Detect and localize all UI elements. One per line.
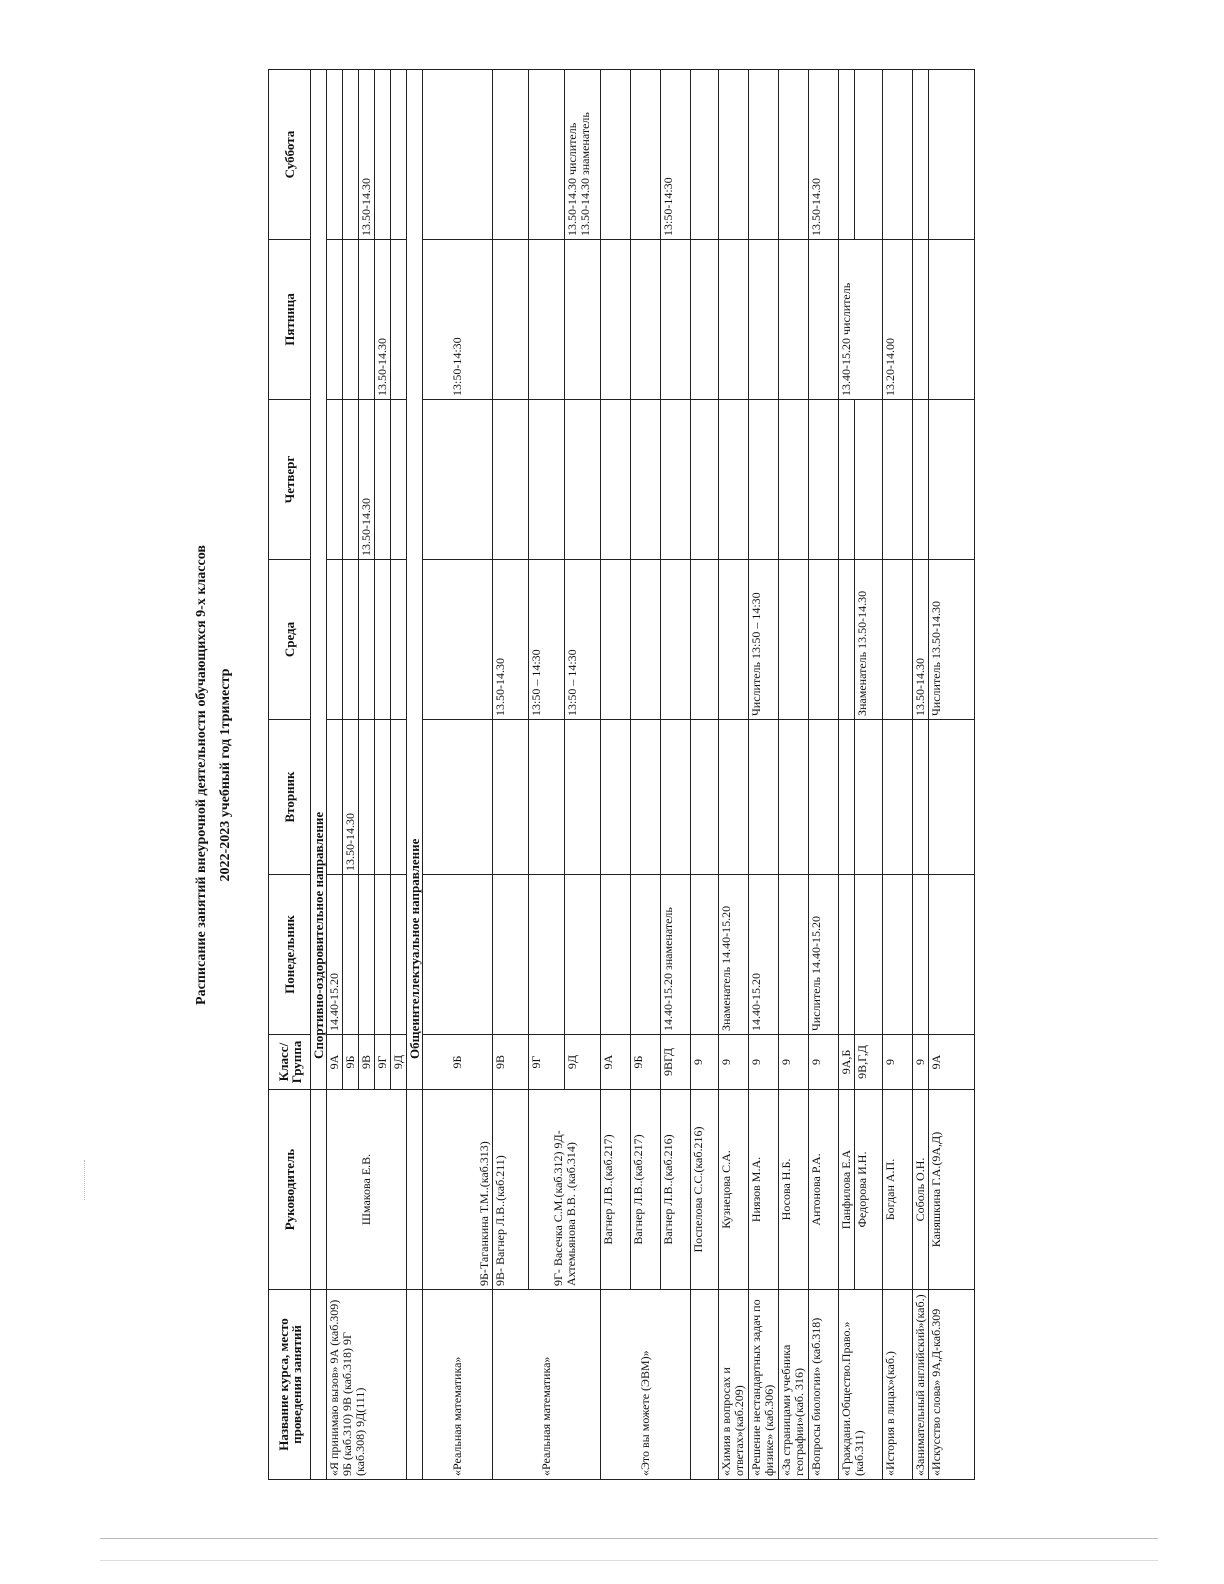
- table-row: [779, 70, 809, 1480]
- time-cell: Знаменатель 14.40-15.20: [719, 875, 749, 1035]
- table-row: [883, 70, 913, 1480]
- course-cell: «За страницами учебника географии»(каб. 316): [779, 1290, 809, 1480]
- leader-cell: Ниязов М.А.: [749, 1090, 779, 1290]
- header-row: [269, 70, 311, 1480]
- table-row: [839, 70, 855, 1480]
- col-sat: Суббота: [269, 70, 311, 240]
- table-row: [749, 70, 779, 1480]
- course-cell: «Это вы можете (ЭВМ)»: [601, 1290, 691, 1480]
- course-cell: «Химия в вопросах и ответах»(каб.209): [719, 1290, 749, 1480]
- class-cell: 9: [719, 1035, 749, 1090]
- class-cell: 9А: [929, 1035, 975, 1090]
- course-cell: «Граждани.Общество.Право.» (каб.311): [839, 1290, 883, 1480]
- time-cell: 13.50-14.30: [493, 560, 529, 720]
- col-mon: Понедельник: [269, 875, 311, 1035]
- table-row: [809, 70, 839, 1480]
- time-cell: 14.40-15.20: [749, 875, 779, 1035]
- course-cell: «Искусство слова» 9А,Д-каб.309: [929, 1290, 975, 1480]
- class-cell: 9: [691, 1035, 719, 1090]
- schedule-table: [268, 69, 975, 1480]
- leader-cell: Вагнер Л.В..(каб.216): [661, 1090, 691, 1290]
- table-row: [327, 70, 343, 1480]
- time-cell: 13.40-15.20 числитель: [839, 240, 883, 400]
- col-class: Класс/ Группа: [269, 1035, 311, 1090]
- leader-cell: 9В- Вагнер Л.В..(каб.211): [493, 1090, 529, 1290]
- col-leader: Руководитель: [269, 1090, 311, 1290]
- table-row: [493, 70, 529, 1480]
- class-cell: 9: [779, 1035, 809, 1090]
- class-cell: 9Б: [631, 1035, 661, 1090]
- time-cell: 13.50-14.30: [343, 720, 359, 875]
- time-cell: 13.50-14.30: [359, 400, 375, 560]
- class-cell: 9Г: [375, 1035, 391, 1090]
- course-cell: «Занимательный английский»(каб.): [913, 1290, 929, 1480]
- leader-cell: 9Б-Таганкина Т.М..(каб.313): [423, 1090, 493, 1290]
- time-cell: 13:50-14:30: [423, 240, 493, 400]
- class-cell: 9Б: [423, 1035, 493, 1090]
- sat-split: [565, 70, 601, 240]
- class-cell: 9В: [359, 1035, 375, 1090]
- course-cell: «Я принимаю вызов» 9А (каб.309) 9Б (каб.310) 9В (каб.318) 9Г (каб.308) 9Д(111): [327, 1290, 407, 1480]
- class-cell: 9А,Б: [839, 1035, 855, 1090]
- class-cell: 9: [749, 1035, 779, 1090]
- class-cell: 9: [913, 1035, 929, 1090]
- col-course: Название курса, место проведения занятий: [269, 1290, 311, 1480]
- class-cell: 9Д: [391, 1035, 407, 1090]
- time-cell: Числитель 13.50-14.30: [929, 560, 975, 720]
- leader-cell: Вагнер Л.В..(каб.217): [631, 1090, 661, 1290]
- col-thu: Четверг: [269, 400, 311, 560]
- class-cell: 9В: [493, 1035, 529, 1090]
- time-cell: Числитель 13:50 – 14:30: [749, 560, 779, 720]
- leader-cell: Каняшкина Г.А.(9А,Д): [929, 1090, 975, 1290]
- leader-cell: Соболь О.Н.: [913, 1090, 929, 1290]
- time-cell: 14.40-15.20: [327, 875, 343, 1035]
- class-cell: 9: [809, 1035, 839, 1090]
- leader-cell: Федорова И.Н.: [855, 1090, 883, 1290]
- course-cell: «Вопросы биологии» (каб.318): [809, 1290, 839, 1480]
- time-cell: 13:50 – 14:30: [529, 560, 565, 720]
- scan-edge-line: [100, 1538, 1158, 1539]
- time-cell: 13.50-14.30 знаменатель: [578, 112, 592, 236]
- leader-cell: Панфилова Е.А: [839, 1090, 855, 1290]
- time-cell: 13.50-14.30: [375, 240, 391, 400]
- class-cell: 9Д: [565, 1035, 601, 1090]
- time-cell: 14.40-15.20 знаменатель: [661, 875, 691, 1035]
- table-row: [631, 70, 661, 1480]
- table-row: [423, 70, 493, 1480]
- leader-cell: Вагнер Л.В..(каб.217): [601, 1090, 631, 1290]
- section-intellect: Общеинтеллектуальное направление: [407, 70, 423, 1090]
- table-row: [601, 70, 631, 1480]
- time-cell: 13:50 – 14:30: [565, 560, 601, 720]
- class-cell: 9В,Г,Д: [855, 1035, 883, 1090]
- time-cell: Числитель 14.40-15.20: [809, 875, 839, 1035]
- scan-mark: [84, 1160, 87, 1200]
- document-subtitle: 2022-2023 учебный год 1триместр: [218, 668, 233, 882]
- course-cell: «Реальная математика»: [423, 1290, 493, 1480]
- table-row: [691, 70, 719, 1480]
- time-cell: 13.50-14.30: [359, 70, 375, 240]
- class-cell: 9Г: [529, 1035, 565, 1090]
- time-cell: 13.50-14.30: [809, 70, 839, 240]
- section-sport: Спортивно-оздоровительное направление: [311, 70, 327, 1090]
- col-fri: Пятница: [269, 240, 311, 400]
- class-cell: 9А: [601, 1035, 631, 1090]
- class-cell: 9Б: [343, 1035, 359, 1090]
- time-cell: Знаменатель 13.50-14.30: [855, 560, 883, 720]
- section-row: [407, 70, 423, 1480]
- leader-cell: Носова Н.Б.: [779, 1090, 809, 1290]
- course-cell: «История в лицах»(каб.): [883, 1290, 913, 1480]
- leader-cell: 9Г- Васечка С.М.(каб.312) 9Д- Ахтемьянова В.В. .(каб.314): [529, 1090, 601, 1290]
- scan-edge-line: [100, 1560, 1158, 1561]
- class-cell: 9ВГД: [661, 1035, 691, 1090]
- time-cell: 13.50-14.30: [913, 560, 929, 720]
- col-wed: Среда: [269, 560, 311, 720]
- table-row: [913, 70, 929, 1480]
- leader-cell: Шмакова Е.В.: [327, 1090, 407, 1290]
- table-row: [529, 70, 565, 1480]
- section-row: [311, 70, 327, 1480]
- table-row: [929, 70, 975, 1480]
- time-cell: 13:50-14:30: [661, 70, 691, 240]
- time-cell: 13.50-14.30 числитель: [565, 122, 579, 236]
- rotated-page: [163, 50, 1078, 1500]
- table-row: [661, 70, 691, 1480]
- table-row: [719, 70, 749, 1480]
- leader-cell: Кузнецова С.А.: [719, 1090, 749, 1290]
- class-cell: 9А: [327, 1035, 343, 1090]
- class-cell: 9: [883, 1035, 913, 1090]
- document-title: Расписание занятий внеурочной деятельности обучающихся 9-х классов: [194, 545, 209, 1005]
- time-cell: 13.20-14.00: [883, 240, 913, 400]
- col-tue: Вторник: [269, 720, 311, 875]
- course-cell: «Решение нестандартных задач по физике» (каб.306): [749, 1290, 779, 1480]
- leader-cell: Богдан А.П.: [883, 1090, 913, 1290]
- leader-cell: Антонова Р.А.: [809, 1090, 839, 1290]
- course-cell: «Реальная математика»: [493, 1290, 601, 1480]
- leader-cell: Поспелова С.С.(каб.216): [691, 1090, 719, 1290]
